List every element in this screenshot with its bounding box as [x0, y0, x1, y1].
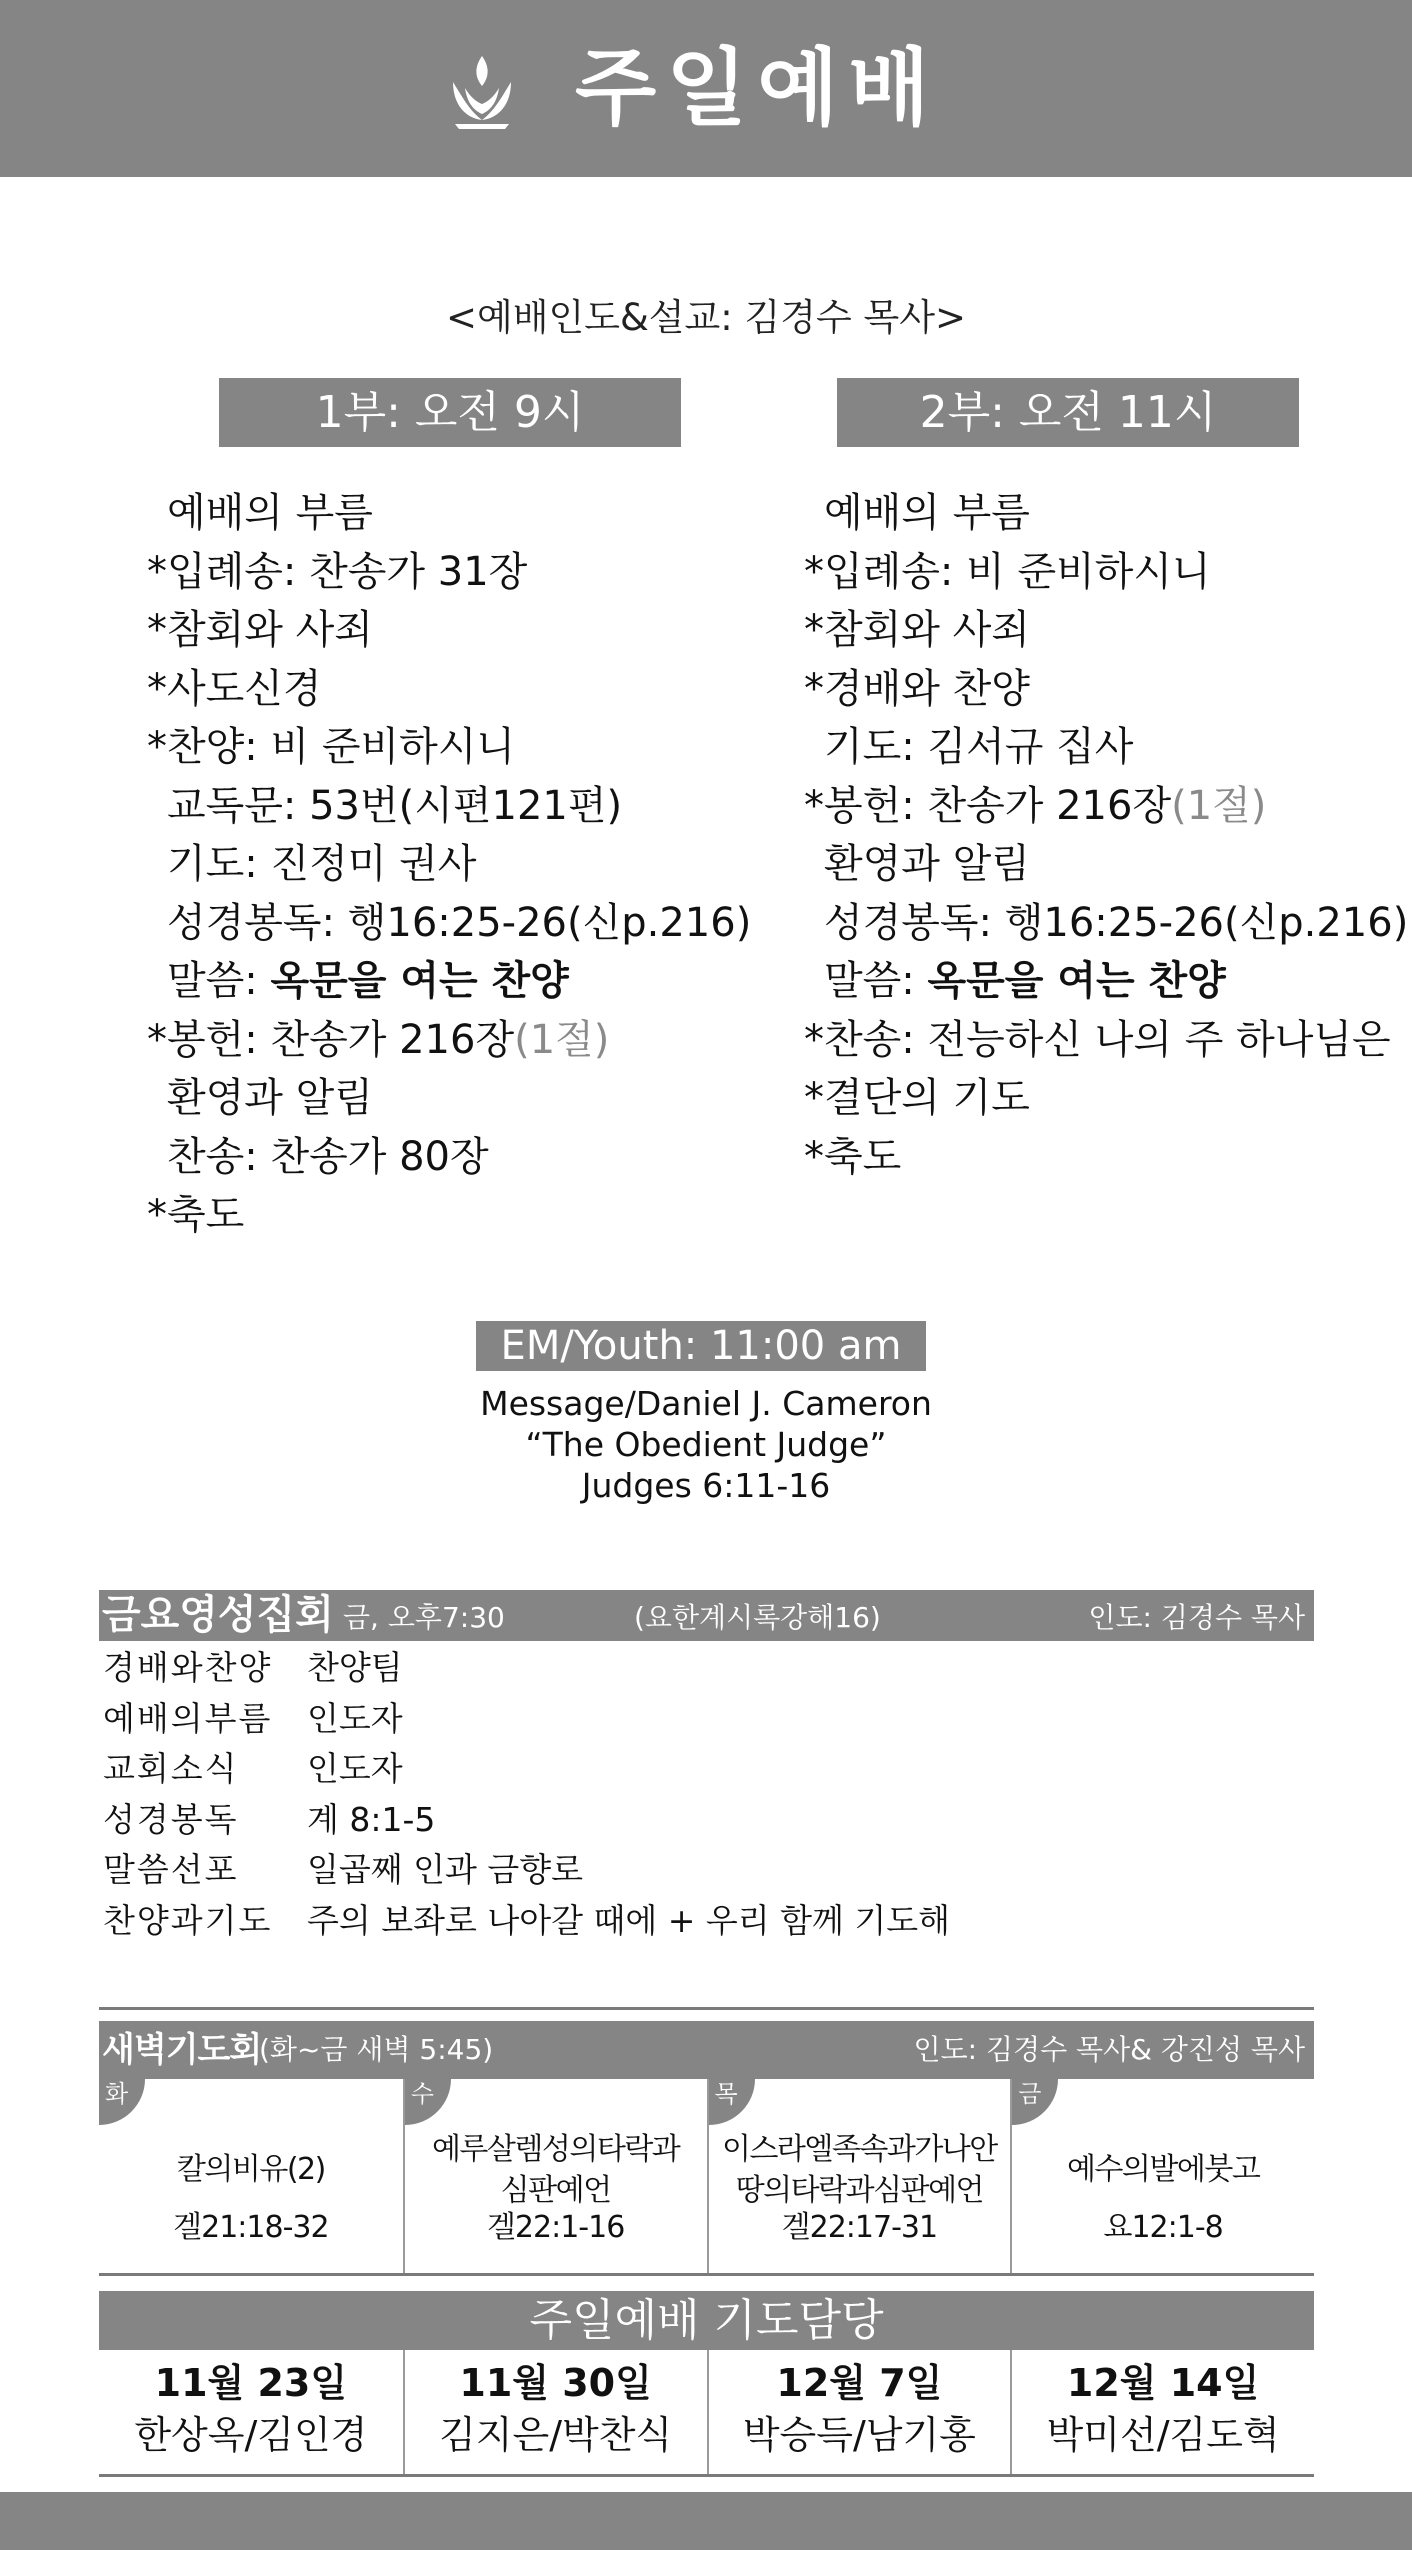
friday-title: 금요영성집회: [102, 1592, 334, 1638]
prayer-duty-grid: [99, 2350, 1314, 2474]
order-item: [804, 718, 1408, 777]
friday-order-item: [103, 1845, 950, 1896]
order-item-text: 기도: 진정미 권사: [167, 841, 477, 887]
order-item-text: 예배의 부름: [167, 490, 373, 536]
em-sermon-title: “The Obedient Judge”: [525, 1425, 887, 1464]
friday-item-value: 찬양팀: [307, 1648, 403, 1687]
dawn-day-cell: [1010, 2079, 1314, 2273]
order-item-text: 입례송: 찬송가 31장: [167, 548, 528, 595]
friday-item-label: 성경봉독: [103, 1799, 239, 1839]
order-item: [147, 894, 751, 953]
sermon-title: 옥문을 여는 찬양: [270, 958, 569, 1004]
standing-mark: *: [147, 724, 167, 770]
standing-mark: *: [147, 665, 167, 712]
prayer-duty-cell: [403, 2350, 707, 2474]
friday-item-value: 인도자: [307, 1749, 403, 1788]
order-item: [147, 660, 751, 719]
order-item-text: 축도: [167, 1192, 245, 1238]
verse-note: (1절): [514, 1016, 610, 1063]
worship-leader-line: <예배인도&설교: 김경수 목사>: [445, 296, 966, 339]
friday-order-item: [103, 1744, 950, 1795]
divider: [99, 2474, 1314, 2477]
dawn-ref: 겔22:1-16: [486, 2210, 625, 2245]
order-item-text: 참회와 사죄: [824, 607, 1030, 653]
order-item: [147, 952, 751, 1011]
order-item-text: 환영과 알림: [824, 841, 1030, 887]
prayer-duty-cell: [1010, 2350, 1314, 2474]
order-item: [804, 1128, 1408, 1187]
sermon-title: 옥문을 여는 찬양: [927, 958, 1226, 1004]
standing-mark: *: [804, 1133, 824, 1180]
prayer-date: 11월 30일: [459, 2361, 652, 2405]
dawn-day-cell: [99, 2079, 403, 2273]
order-item: [147, 777, 751, 836]
friday-order-list: [103, 1643, 950, 1946]
page-title: 주일예배: [575, 39, 940, 137]
em-passage: Judges 6:11-16: [581, 1466, 831, 1505]
dawn-ref: 요12:1-8: [1103, 2210, 1223, 2245]
order-item: [147, 601, 751, 660]
order-item-text: 입례송: 비 준비하시니: [824, 548, 1211, 595]
friday-order-item: [103, 1694, 950, 1745]
dawn-topic: 예수의발에붓고: [1066, 2152, 1260, 2187]
order-item-text: 결단의 기도: [824, 1075, 1030, 1121]
prayer-date: 11월 23일: [154, 2361, 348, 2405]
divider: [99, 2273, 1314, 2276]
prayer-names: 김지은/박찬식: [439, 2413, 673, 2457]
dawn-title: 새벽기도회: [102, 2030, 262, 2070]
dawn-ref: 겔22:17-31: [781, 2210, 938, 2245]
service1-order-list: [147, 484, 751, 1245]
friday-item-label: 경배와찬양: [103, 1648, 273, 1687]
order-item: [147, 1069, 751, 1128]
order-item: [147, 718, 751, 777]
order-item-text: 성경봉독: 행16:25-26(신p.216): [167, 899, 752, 946]
dawn-day-cell: [403, 2079, 707, 2273]
standing-mark: *: [147, 548, 167, 595]
friday-item-label: 찬양과기도: [103, 1900, 273, 1940]
friday-leader: 인도: 김경수 목사: [1088, 1601, 1305, 1634]
dawn-topic: 예루살렘성의타락과 심판예언: [431, 2132, 680, 2208]
standing-mark: *: [804, 607, 824, 653]
day-tab: 화: [99, 2079, 145, 2125]
order-item: [804, 601, 1408, 660]
order-item-text: 사도신경: [167, 665, 322, 712]
flame-leaf-icon: [447, 52, 517, 132]
order-item-text: 환영과 알림: [167, 1075, 373, 1121]
order-item-text: 교독문: 53번(시편121편): [167, 782, 623, 829]
em-youth-details: [0, 1383, 1412, 1506]
em-message: Message/Daniel J. Cameron: [480, 1384, 932, 1423]
prayer-names: 한상옥/김인경: [134, 2413, 368, 2457]
order-item: [147, 835, 751, 894]
order-item-text: 성경봉독: 행16:25-26(신p.216): [824, 899, 1409, 946]
prayer-date: 12월 14일: [1066, 2361, 1260, 2405]
friday-order-item: [103, 1896, 950, 1947]
order-item: [804, 777, 1408, 836]
standing-mark: *: [804, 665, 824, 712]
order-item-text: 예배의 부름: [824, 490, 1030, 536]
friday-item-label: 예배의부름: [103, 1698, 273, 1738]
day-tab: 금: [1012, 2079, 1058, 2125]
order-item: [804, 660, 1408, 719]
friday-order-item: [103, 1643, 950, 1694]
order-item-text: 찬양: 비 준비하시니: [167, 724, 516, 770]
standing-mark: *: [804, 548, 824, 595]
standing-mark: *: [804, 782, 824, 829]
dawn-topic: 칼의비유(2): [176, 2152, 325, 2187]
verse-note: (1절): [1171, 782, 1267, 829]
dawn-topic: 이스라엘족속과가나안 땅의타락과심판예언: [721, 2132, 997, 2208]
dawn-leader: 인도: 김경수 목사& 강진성 목사: [913, 2033, 1305, 2066]
order-item-text: 기도: 김서규 집사: [824, 724, 1134, 770]
order-item: [147, 1186, 751, 1245]
em-youth-heading: EM/Youth: 11:00 am: [476, 1321, 926, 1371]
prayer-duty-heading: 주일예배 기도담당: [99, 2291, 1314, 2350]
friday-item-label: 교회소식: [103, 1749, 239, 1788]
order-item-text: 말씀:: [824, 958, 928, 1004]
order-item: [147, 1011, 751, 1070]
page-footer: [0, 2492, 1412, 2550]
order-item: [804, 484, 1408, 543]
friday-time: 금, 오후7:30: [343, 1601, 505, 1634]
order-item-text: 경배와 찬양: [824, 665, 1030, 712]
friday-series: (요한계시록강해16): [634, 1601, 881, 1634]
order-item-text: 말씀:: [167, 958, 271, 1004]
service1-heading: 1부: 오전 9시: [219, 378, 681, 447]
order-item: [147, 543, 751, 602]
day-tab: 수: [405, 2079, 451, 2125]
standing-mark: *: [147, 1016, 167, 1063]
prayer-duty-cell: [707, 2350, 1011, 2474]
day-tab: 목: [709, 2079, 755, 2125]
friday-item-value: 인도자: [307, 1698, 403, 1738]
standing-mark: *: [804, 1075, 824, 1121]
standing-mark: *: [147, 1192, 167, 1238]
order-item: [804, 835, 1408, 894]
dawn-time: (화~금 새벽 5:45): [259, 2033, 494, 2066]
prayer-duty-cell: [99, 2350, 403, 2474]
order-item: [804, 1069, 1408, 1128]
dawn-ref: 겔21:18-32: [173, 2210, 329, 2245]
order-item: [147, 484, 751, 543]
prayer-names: 박승득/남기홍: [742, 2413, 976, 2457]
order-item: [147, 1128, 751, 1187]
order-item: [804, 1011, 1408, 1070]
dawn-day-cell: [707, 2079, 1011, 2273]
page-header: [0, 0, 1412, 177]
prayer-date: 12월 7일: [776, 2361, 943, 2405]
order-item-text: 찬송: 찬송가 80장: [167, 1133, 489, 1180]
service2-order-list: [804, 484, 1408, 1186]
order-item-text: 참회와 사죄: [167, 607, 373, 653]
order-item-text: 봉헌: 찬송가 216장: [824, 782, 1172, 829]
order-item-text: 축도: [824, 1133, 902, 1180]
friday-item-label: 말씀선포: [103, 1850, 239, 1889]
friday-item-value: 일곱째 인과 금향로: [307, 1850, 584, 1889]
standing-mark: *: [147, 607, 167, 653]
friday-item-value: 주의 보좌로 나아갈 때에 + 우리 함께 기도해: [307, 1900, 951, 1940]
friday-order-item: [103, 1795, 950, 1846]
order-item-text: 찬송: 전능하신 나의 주 하나님은: [824, 1016, 1391, 1063]
service2-heading: 2부: 오전 11시: [837, 378, 1299, 447]
prayer-names: 박미선/김도혁: [1046, 2413, 1280, 2457]
order-item: [804, 952, 1408, 1011]
friday-item-value: 계 8:1-5: [307, 1799, 436, 1839]
friday-service-bar: [99, 1590, 1314, 1641]
dawn-prayer-bar: [99, 2021, 1314, 2079]
divider: [99, 2007, 1314, 2010]
order-item: [804, 894, 1408, 953]
order-item: [804, 543, 1408, 602]
standing-mark: *: [804, 1016, 824, 1063]
order-item-text: 봉헌: 찬송가 216장: [167, 1016, 515, 1063]
dawn-prayer-grid: [99, 2079, 1314, 2273]
